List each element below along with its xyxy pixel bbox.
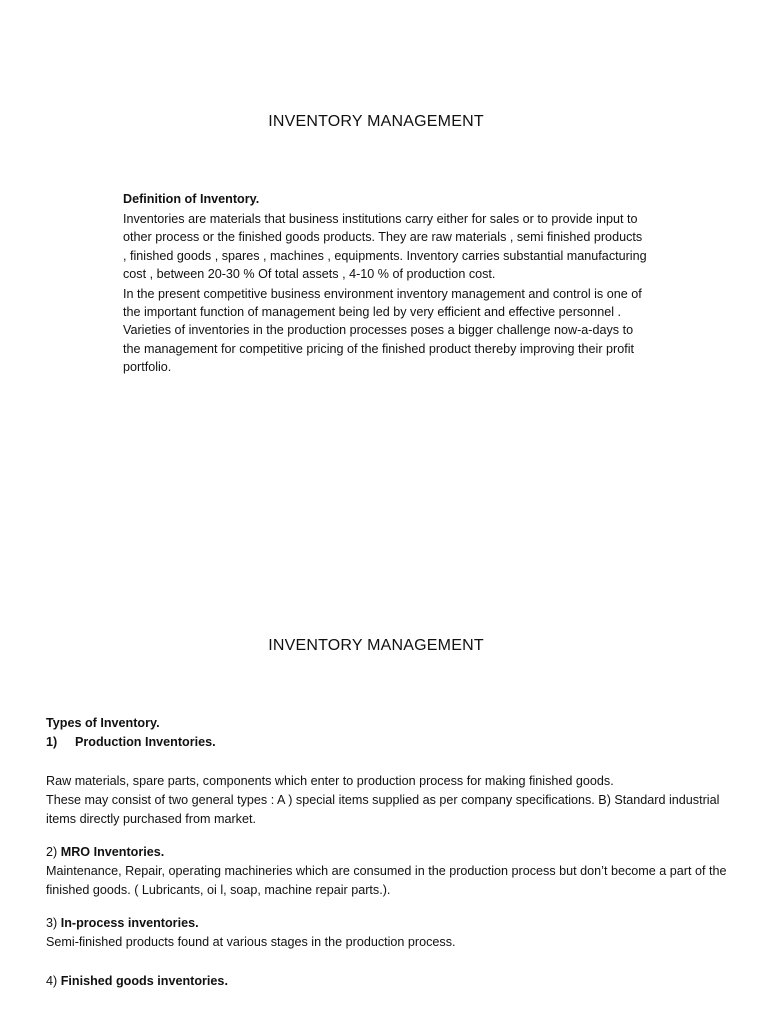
slide-1-body	[123, 190, 648, 378]
list-item-number: 2)	[46, 845, 58, 859]
in-process-text: Semi-finished products found at various stages in the production process.	[46, 935, 456, 949]
list-item-in-process	[46, 914, 736, 933]
slide-2-title: INVENTORY MANAGEMENT	[268, 637, 484, 654]
slide-1-title: INVENTORY MANAGEMENT	[268, 113, 484, 130]
list-item-title: In-process inventories.	[60, 916, 199, 930]
list-item-finished-goods	[46, 972, 736, 991]
types-heading: Types of Inventory.	[46, 716, 160, 730]
definition-paragraph-2: In the present competitive business environment inventory management and control is one of the important function of management being led by very efficient and effective personnel . Varieties of inventories in the production processes poses a bigger challenge now-a-days to the management for competitive pricing of the finished product thereby improving their profit portfolio.	[123, 287, 642, 374]
list-item-title: Production Inventories.	[75, 735, 216, 749]
list-item-number: 4)	[46, 974, 58, 988]
definition-paragraph-1: Inventories are materials that business institutions carry either for sales or to provide input to other process or the finished goods products. They are raw materials , semi finished products , finished goods , spares , machines , equipments. Inventory carries substantial manufacturing cost , between 20-30 % Of total assets , 4-10 % of production cost.	[123, 212, 647, 281]
list-item-title: MRO Inventories.	[60, 845, 165, 859]
list-item-number: 3)	[46, 916, 58, 930]
slide-2	[0, 512, 768, 1024]
mro-text: Maintenance, Repair, operating machineries which are consumed in the production process but don’t become a part of the finished goods. ( Lubricants, oi l, soap, machine repair parts.).	[46, 864, 727, 897]
list-item-number: 1)	[46, 735, 58, 749]
list-item-mro	[46, 843, 736, 862]
production-text-b: These may consist of two general types : A ) special items supplied as per company specifications. B) Standard industrial items directly purchased from market.	[46, 793, 720, 826]
definition-heading: Definition of Inventory.	[123, 192, 260, 206]
slide-2-body	[46, 714, 736, 991]
list-item-production	[46, 733, 736, 752]
list-item-title: Finished goods inventories.	[60, 974, 228, 988]
production-text-a: Raw materials, spare parts, components which enter to production process for making finished goods.	[46, 774, 614, 788]
